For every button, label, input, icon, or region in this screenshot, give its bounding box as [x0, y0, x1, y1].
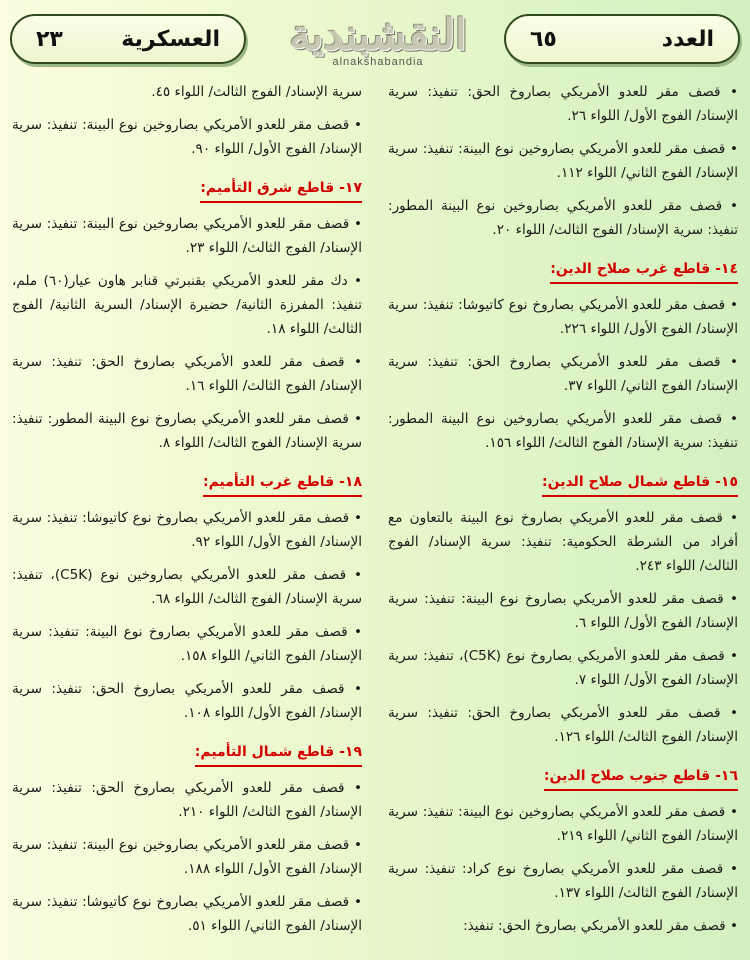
- list-item: • قصف مقر للعدو الأمريكي بصاروخ نوع كاتيوشا: تنفيذ: سرية الإسناد/ الفوج الثاني/ اللواء ٥١.: [12, 894, 362, 934]
- masthead-logo: [268, 8, 488, 78]
- page-number: ٢٣: [36, 26, 63, 52]
- list-item: • قصف مقر للعدو الأمريكي بصاروخ الحق: تنفيذ: سرية الإسناد/ الفوج الثالث/ اللواء ١٦.: [12, 354, 362, 394]
- continuation-text: سرية الإسناد/ الفوج الثالث/ اللواء ٤٥.: [151, 84, 362, 100]
- right-column: [388, 80, 738, 947]
- list-item: • قصف مقر للعدو الأمريكي بصاروخ نوع البينة: تنفيذ: سرية الإسناد/ الفوج الثاني/ اللواء ١٥٨.: [12, 624, 363, 664]
- section-heading: ١٤- قاطع غرب صلاح الدين:: [550, 257, 738, 284]
- section-label: العسكرية: [121, 26, 220, 52]
- list-item: • قصف مقر للعدو الأمريكي بصاروخين نوع البينة المطور: تنفيذ: سرية الإسناد/ الفوج الثالث/ اللواء ٢٠.: [388, 198, 738, 238]
- list-item: • قصف مقر للعدو الأمريكي بصاروخ الحق: تنفيذ: سرية الإسناد/ الفوج الأول/ اللواء ٢٦.: [388, 84, 738, 124]
- list-item: • قصف مقر للعدو الأمريكي بصاروخ الحق: تنفيذ:: [463, 918, 738, 934]
- section-heading: ١٧- قاطع شرق التأميم:: [200, 176, 362, 203]
- section-heading: ١٥- قاطع شمال صلاح الدين:: [542, 470, 738, 497]
- issue-label: العدد: [661, 26, 714, 52]
- list-item: • قصف مقر للعدو الأمريكي بصاروخين نوع (C5K)، تنفيذ: سرية الإسناد/ الفوج الثالث/ اللواء ٦٨.: [12, 567, 363, 607]
- section-heading: ١٨- قاطع غرب التأميم:: [203, 470, 362, 497]
- masthead-subtitle: alnakshabandia: [332, 56, 424, 68]
- list-item: • قصف مقر للعدو الأمريكي بصاروخ الحق: تنفيذ: سرية الإسناد/ الفوج الثاني/ اللواء ٣٧.: [388, 354, 738, 394]
- list-item: • قصف مقر للعدو الأمريكي بصاروخ نوع البينة بالتعاون مع أفراد من الشرطة الحكومية: تنفيذ: سرية الإسناد/ الفوج الثالث/ اللواء ٢٤٣.: [388, 510, 738, 574]
- list-item: • قصف مقر للعدو الأمريكي بصاروخ الحق: تنفيذ: سرية الإسناد/ الفوج الثالث/ اللواء ٢١٠.: [12, 780, 362, 820]
- page-header: [0, 0, 750, 84]
- left-column: [12, 80, 362, 947]
- list-item: • قصف مقر للعدو الأمريكي بصاروخ نوع البينة المطور: تنفيذ: سرية الإسناد/ الفوج الثالث/ اللواء ٨.: [12, 411, 363, 451]
- list-item: • قصف مقر للعدو الأمريكي بصاروخين نوع البينة: تنفيذ: سرية الإسناد/ الفوج الثالث/ اللواء ٢٣.: [12, 216, 363, 256]
- section-heading: ١٩- قاطع شمال التأميم:: [195, 740, 362, 767]
- list-item: • قصف مقر للعدو الأمريكي بصاروخين نوع البينة المطور: تنفيذ: سرية الإسناد/ الفوج الثالث/ اللواء ١٥٦.: [388, 411, 738, 451]
- list-item: • قصف مقر للعدو الأمريكي بصاروخ نوع البينة: تنفيذ: سرية الإسناد/ الفوج الأول/ اللواء ٦.: [388, 591, 739, 631]
- list-item: • قصف مقر للعدو الأمريكي بصاروخ نوع كراد: تنفيذ: سرية الإسناد/ الفوج الثالث/ اللواء ١٣٧.: [388, 861, 738, 901]
- issue-badge: [504, 14, 740, 64]
- list-item: • قصف مقر للعدو الأمريكي بصاروخ الحق: تنفيذ: سرية الإسناد/ الفوج الأول/ اللواء ١٠٨.: [12, 681, 362, 721]
- list-item: • قصف مقر للعدو الأمريكي بصاروخين نوع البينة: تنفيذ: سرية الإسناد/ الفوج الثاني/ اللواء ١١٢.: [388, 141, 739, 181]
- list-item: • قصف مقر للعدو الأمريكي بصاروخين نوع البينة: تنفيذ: سرية الإسناد/ الفوج الثاني/ اللواء ٢١٩.: [388, 804, 739, 844]
- section-badge: [10, 14, 246, 64]
- list-item: • قصف مقر للعدو الأمريكي بصاروخ نوع كاتيوشا: تنفيذ: سرية الإسناد/ الفوج الأول/ اللواء ٩٢.: [12, 510, 362, 550]
- masthead-title: النقشبندية: [289, 10, 467, 59]
- list-item: • قصف مقر للعدو الأمريكي بصاروخ نوع كاتيوشا: تنفيذ: سرية الإسناد/ الفوج الأول/ اللواء ٢٢٦.: [388, 297, 738, 337]
- issue-number: ٦٥: [530, 26, 557, 52]
- list-item: • دك مقر للعدو الأمريكي بقنبرتي قنابر هاون عيار(٦٠) ملم، تنفيذ: المفرزة الثانية/ حضيرة الإسناد/ السرية الثانية/ الفوج الثالث/ اللواء ١٨.: [12, 273, 362, 337]
- list-item: • قصف مقر للعدو الأمريكي بصاروخين نوع البينة: تنفيذ: سرية الإسناد/ الفوج الأول/ اللواء ٩٠.: [12, 117, 363, 157]
- list-item: • قصف مقر للعدو الأمريكي بصاروخ الحق: تنفيذ: سرية الإسناد/ الفوج الثالث/ اللواء ١٢٦.: [388, 705, 738, 745]
- section-heading: ١٦- قاطع جنوب صلاح الدين:: [544, 764, 738, 791]
- list-item: • قصف مقر للعدو الأمريكي بصاروخ نوع (C5K)، تنفيذ: سرية الإسناد/ الفوج الأول/ اللواء ٧.: [388, 648, 739, 688]
- list-item: • قصف مقر للعدو الأمريكي بصاروخين نوع البينة: تنفيذ: سرية الإسناد/ الفوج الأول/ اللواء ١٨٨.: [12, 837, 363, 877]
